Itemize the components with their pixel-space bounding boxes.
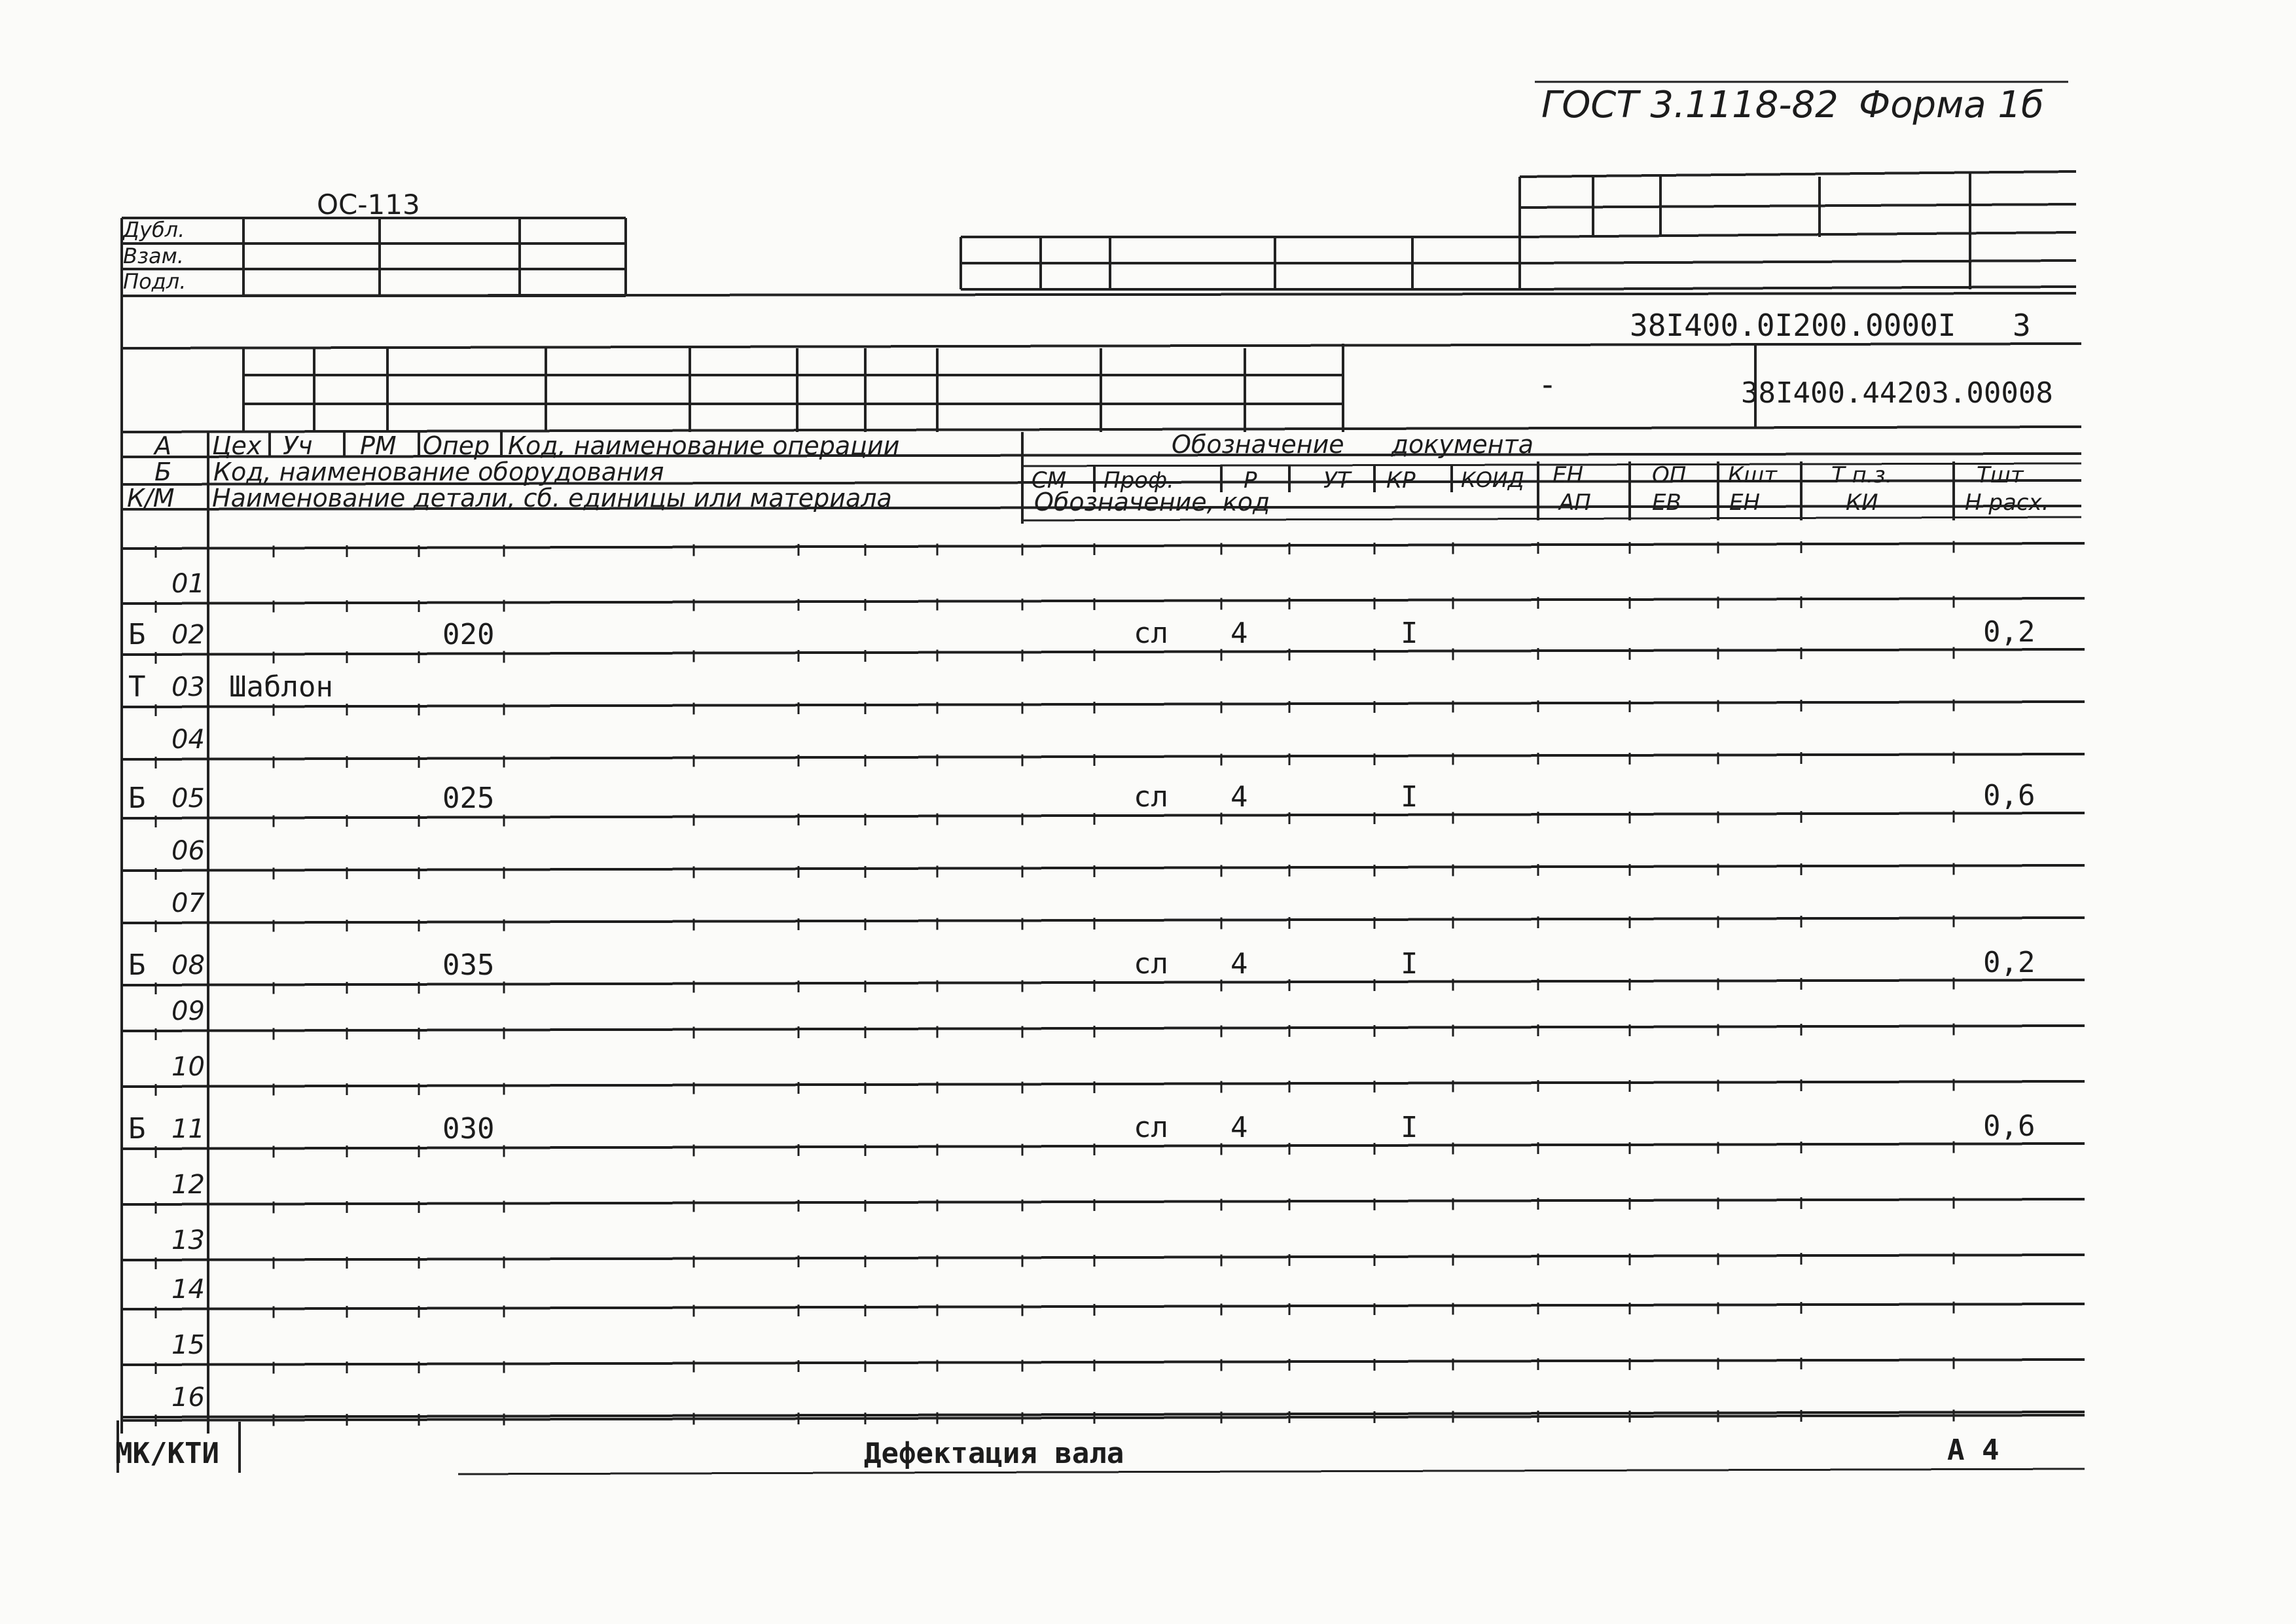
col-r: Р <box>1244 467 1257 494</box>
row-tsht: 0,2 <box>1983 615 2036 649</box>
row-tsht: 0,6 <box>1983 779 2036 812</box>
col-prof: Проф. <box>1103 467 1174 494</box>
row-kr: I <box>1401 947 1418 981</box>
row-number: 03 <box>171 672 205 702</box>
row-tsht: 0,6 <box>1983 1110 2036 1143</box>
row-profession: сл <box>1134 617 1168 650</box>
row-name: Шаблон <box>229 670 333 704</box>
row-number: 10 <box>171 1052 205 1082</box>
row-b-key: Б <box>154 458 172 486</box>
col-ki: КИ <box>1846 490 1878 516</box>
row-operation: 020 <box>442 618 495 651</box>
col-tsht: Тшт <box>1977 462 2024 488</box>
row-type: Т <box>128 670 146 704</box>
col-part-name: Наименование детали, сб. единицы или материала <box>212 484 892 513</box>
row-number: 16 <box>171 1382 205 1413</box>
row-number: 07 <box>171 888 205 918</box>
col-rm: РМ <box>360 431 397 460</box>
col-op: ОП <box>1652 462 1687 488</box>
stamp-label-vzam: Взам. <box>123 244 184 268</box>
standard-label: ГОСТ 3.1118-82 <box>1541 84 1839 126</box>
document-title: Дефектация вала <box>864 1437 1124 1470</box>
col-ev: ЕВ <box>1652 490 1681 516</box>
col-equipment-name: Код, наименование оборудования <box>213 458 664 486</box>
row-number: 04 <box>171 725 205 755</box>
row-number: 15 <box>171 1330 205 1360</box>
row-rank: 4 <box>1230 1111 1248 1144</box>
row-number: 11 <box>171 1114 205 1144</box>
document-designation: 38I400.0I200.0000I <box>1630 308 1956 343</box>
row-rank: 4 <box>1230 617 1248 650</box>
row-rank: 4 <box>1230 780 1248 814</box>
col-designation-code: Обозначение, код <box>1034 488 1270 516</box>
col-uch: Уч <box>283 431 313 460</box>
col-document-designation: Обозначение документа <box>1172 430 1534 459</box>
row-operation: 035 <box>442 948 495 982</box>
row-number: 12 <box>171 1170 205 1200</box>
row-kr: I <box>1401 780 1418 814</box>
col-n-rash: Н расх. <box>1965 490 2049 516</box>
col-en: ЕН <box>1552 462 1584 488</box>
row-kr: I <box>1401 1111 1418 1144</box>
col-ceh: Цех <box>212 431 262 460</box>
col-tpz: Т п.з. <box>1831 462 1893 488</box>
row-number: 09 <box>171 996 205 1026</box>
row-profession: сл <box>1134 780 1168 814</box>
sheet-number: 3 <box>2013 308 2031 343</box>
row-operation: 025 <box>442 782 495 815</box>
row-type: Б <box>128 948 146 982</box>
col-ksht: Кшт <box>1728 462 1778 488</box>
row-profession: сл <box>1134 947 1168 981</box>
form-code: МК/КТИ <box>115 1437 219 1470</box>
row-operation: 030 <box>442 1112 495 1146</box>
col-sm: СМ <box>1031 467 1067 494</box>
document-designation-2: 38I400.44203.00008 <box>1741 376 2053 410</box>
stamp-label-dubl: Дубл. <box>123 217 185 242</box>
col-oper: Опер <box>423 431 490 460</box>
stamp-code: ОС-113 <box>317 189 420 221</box>
paper-format: А 4 <box>1947 1434 2000 1467</box>
row-a-key: А <box>154 431 171 460</box>
dash-mark: - <box>1538 367 1557 403</box>
col-ap: АП <box>1559 490 1591 516</box>
col-en-2: ЕН <box>1729 490 1761 516</box>
row-number: 02 <box>171 620 205 650</box>
row-number: 05 <box>171 784 205 814</box>
row-kr: I <box>1401 617 1418 650</box>
row-type: Б <box>128 1112 146 1146</box>
row-number: 08 <box>171 950 205 981</box>
row-number: 06 <box>171 836 205 866</box>
stamp-label-podl: Подл. <box>123 269 187 294</box>
col-ut: УТ <box>1323 467 1351 494</box>
row-type: Б <box>128 618 146 651</box>
row-profession: сл <box>1134 1111 1168 1144</box>
row-number: 14 <box>171 1274 205 1305</box>
col-koid: КОИД <box>1461 467 1524 492</box>
row-number: 01 <box>171 569 205 599</box>
col-kr: КР <box>1386 467 1416 494</box>
form-label: Форма 1б <box>1859 84 2044 126</box>
row-km-key: К/М <box>127 484 175 513</box>
row-rank: 4 <box>1230 947 1248 981</box>
row-number: 13 <box>171 1225 205 1255</box>
row-type: Б <box>128 782 146 815</box>
row-tsht: 0,2 <box>1983 946 2036 979</box>
col-operation-name: Код, наименование операции <box>508 431 900 460</box>
